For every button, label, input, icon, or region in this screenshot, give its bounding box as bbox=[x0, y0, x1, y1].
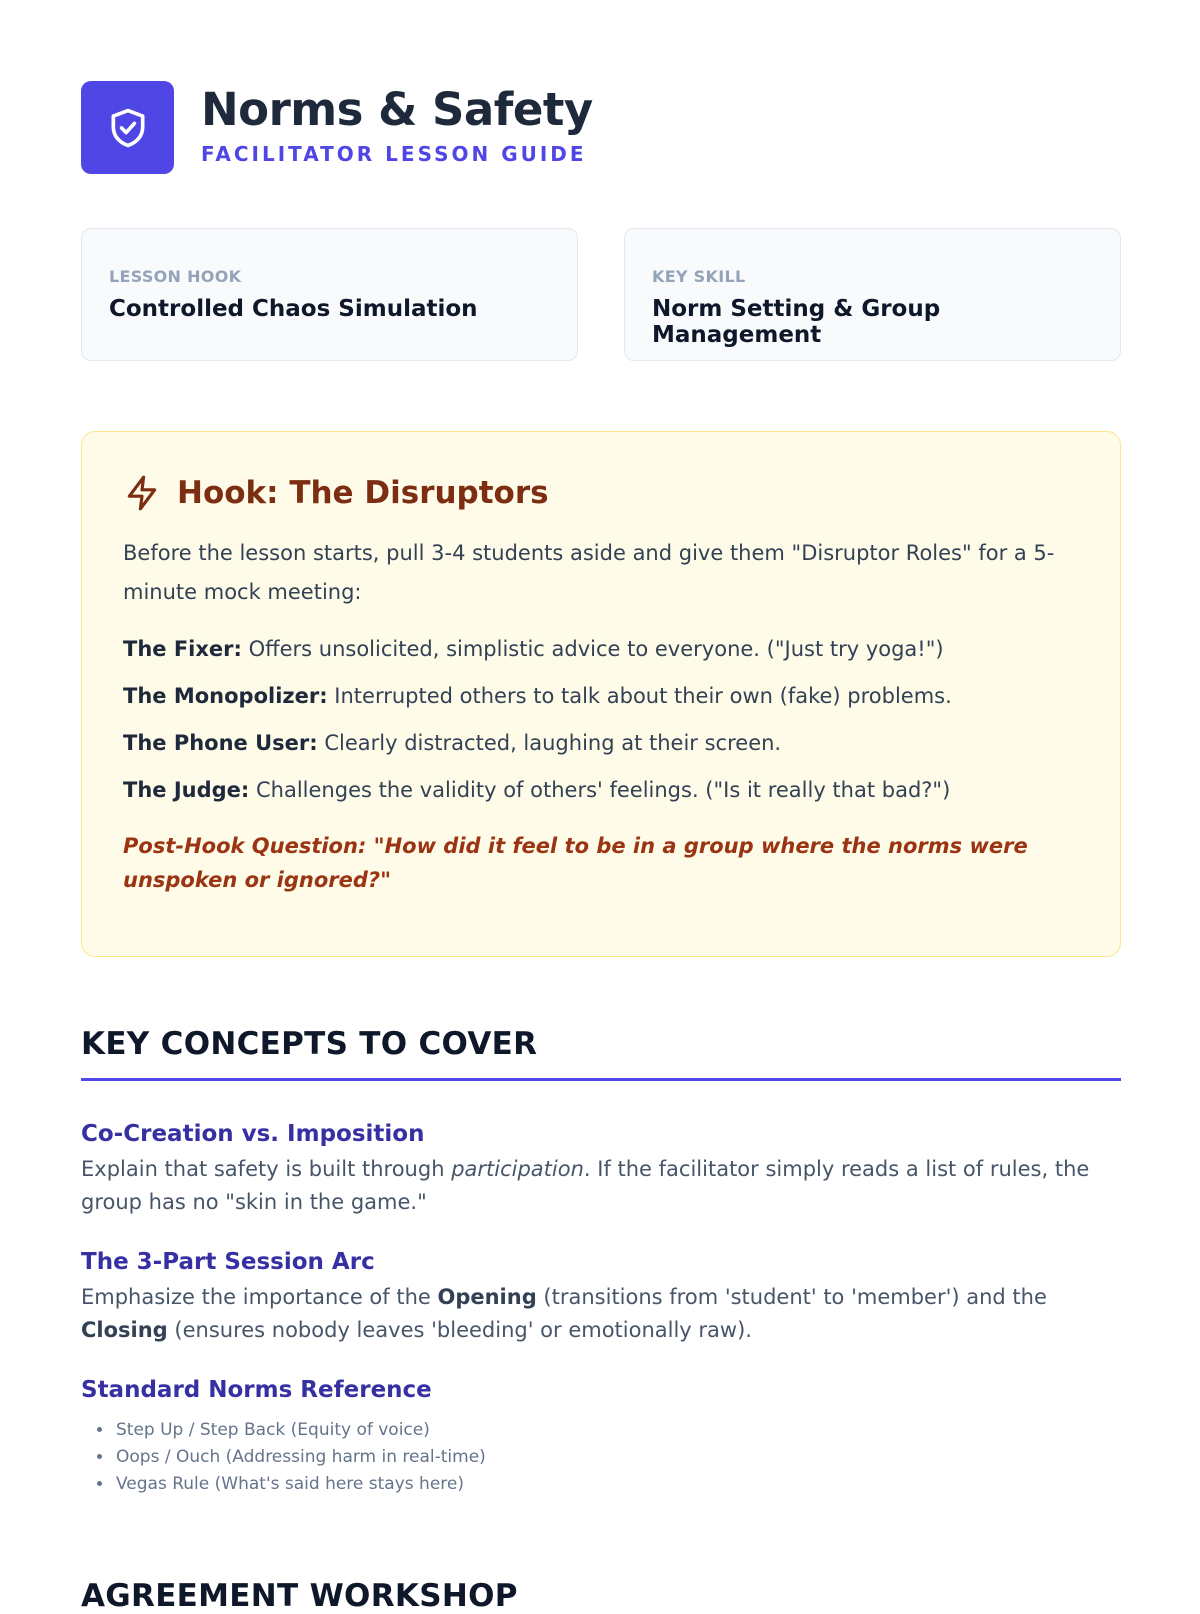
card-value: Controlled Chaos Simulation bbox=[109, 296, 478, 322]
concept-body bbox=[81, 1281, 1121, 1347]
page-header bbox=[81, 81, 593, 174]
concept-norms-reference bbox=[81, 1375, 1121, 1498]
disruptor-roles bbox=[123, 636, 1080, 803]
body-text: (transitions from 'student' to 'member') and the bbox=[536, 1285, 1047, 1309]
logo-badge bbox=[81, 81, 174, 174]
role-desc: Challenges the validity of others' feelings. ("Is it really that bad?") bbox=[256, 778, 951, 802]
key-concepts-heading: KEY CONCEPTS TO COVER bbox=[81, 1026, 1121, 1081]
list-item: • Oops / Ouch (Addressing harm in real-time) bbox=[114, 1444, 1121, 1471]
role-name: The Phone User: bbox=[123, 731, 318, 755]
lightning-icon bbox=[123, 474, 161, 512]
key-skill-card bbox=[624, 228, 1121, 361]
card-label: LESSON HOOK bbox=[109, 267, 242, 286]
key-concepts-list bbox=[81, 1119, 1121, 1526]
emphasis-text: participation bbox=[451, 1157, 584, 1181]
bold-text: Closing bbox=[81, 1318, 168, 1342]
body-text: . If the facilitator simply reads a list of rules, the group has no "skin in the game." bbox=[81, 1157, 1090, 1214]
hook-callout bbox=[81, 431, 1121, 957]
body-text: Explain that safety is built through bbox=[81, 1157, 452, 1181]
hook-intro: Before the lesson starts, pull 3-4 students aside and give them "Disruptor Roles" for a 5-minute mock meeting: bbox=[123, 541, 1055, 604]
title-block bbox=[201, 84, 593, 166]
role-item bbox=[123, 683, 1080, 709]
role-item bbox=[123, 730, 1080, 756]
concept-title: Standard Norms Reference bbox=[81, 1377, 432, 1403]
role-item bbox=[123, 636, 1080, 662]
list-item: • Step Up / Step Back (Equity of voice) bbox=[114, 1417, 1121, 1444]
card-label: KEY SKILL bbox=[652, 267, 746, 286]
concept-title: The 3-Part Session Arc bbox=[81, 1249, 375, 1275]
concept-body bbox=[81, 1153, 1121, 1219]
shield-check-icon bbox=[106, 104, 150, 152]
role-desc: Clearly distracted, laughing at their screen. bbox=[324, 731, 782, 755]
page-subtitle: FACILITATOR LESSON GUIDE bbox=[201, 141, 587, 166]
role-desc: Interrupted others to talk about their own (fake) problems. bbox=[334, 684, 952, 708]
body-text: Emphasize the importance of the bbox=[81, 1285, 438, 1309]
info-cards bbox=[81, 228, 1121, 361]
page-title: Norms & Safety bbox=[201, 82, 593, 136]
role-name: The Monopolizer: bbox=[123, 684, 328, 708]
body-text: (ensures nobody leaves 'bleeding' or emotionally raw). bbox=[167, 1318, 752, 1342]
concept-session-arc bbox=[81, 1247, 1121, 1347]
agreement-workshop-heading: AGREEMENT WORKSHOP bbox=[81, 1578, 518, 1614]
norms-list bbox=[81, 1417, 1121, 1498]
post-hook-question: Post-Hook Question: "How did it feel to be in a group where the norms were unspoken or ignored?" bbox=[123, 834, 1028, 892]
role-item bbox=[123, 777, 1080, 803]
role-name: The Fixer: bbox=[123, 637, 242, 661]
role-desc: Offers unsolicited, simplistic advice to everyone. ("Just try yoga!") bbox=[248, 637, 944, 661]
hook-heading bbox=[123, 474, 1080, 512]
card-value: Norm Setting & Group Management bbox=[652, 296, 941, 348]
bold-text: Opening bbox=[437, 1285, 537, 1309]
concept-title: Co-Creation vs. Imposition bbox=[81, 1121, 425, 1147]
list-item: • Vegas Rule (What's said here stays here) bbox=[114, 1471, 1121, 1498]
role-name: The Judge: bbox=[123, 778, 250, 802]
hook-title: Hook: The Disruptors bbox=[177, 475, 549, 511]
concept-co-creation bbox=[81, 1119, 1121, 1219]
lesson-hook-card bbox=[81, 228, 578, 361]
